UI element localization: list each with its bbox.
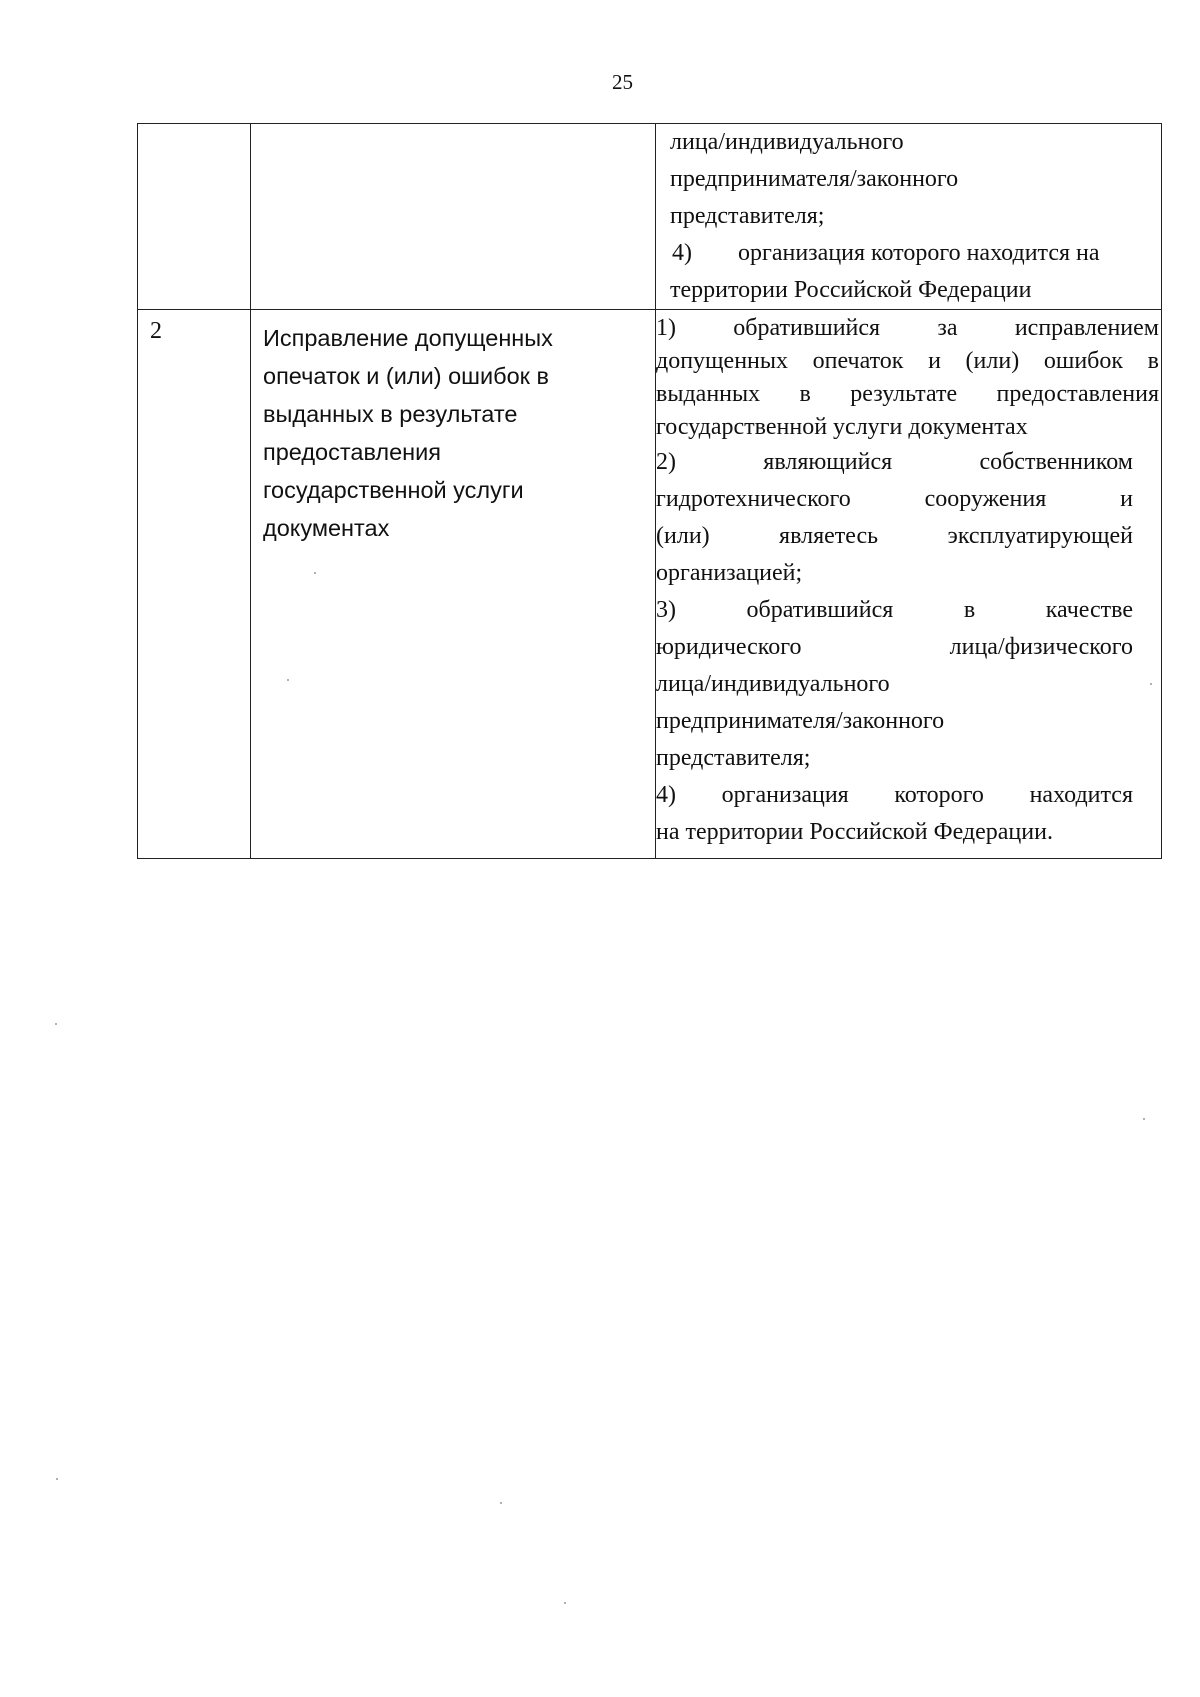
- scan-speck: [1143, 1118, 1145, 1120]
- scan-speck: [287, 679, 289, 681]
- criteria-line: 2) являющийся собственником: [656, 449, 1133, 475]
- criteria-line-item-4: [670, 235, 1147, 272]
- scan-speck: [1150, 683, 1152, 685]
- criteria-line: представителя;: [670, 203, 825, 229]
- criteria-line: лица/индивидуального: [670, 129, 904, 155]
- criteria-line: предпринимателя/законного: [656, 708, 945, 734]
- table-row: [138, 310, 1162, 859]
- row-number-cell: [138, 124, 251, 310]
- criteria-line: лица/индивидуального: [656, 671, 890, 697]
- criteria-line: государственной услуги документах: [656, 414, 1028, 440]
- criteria-line: представителя;: [656, 745, 811, 771]
- service-name-line: выданных в результате: [263, 401, 518, 427]
- criteria-line: организацией;: [656, 560, 803, 586]
- service-name-line: опечаток и (или) ошибок в: [263, 363, 549, 389]
- service-name-line: государственной услуги: [263, 477, 524, 503]
- scan-speck: [55, 1023, 57, 1025]
- item-number: 4): [672, 240, 692, 266]
- scan-speck: [500, 1502, 502, 1504]
- service-name-cell: [251, 124, 656, 310]
- scan-speck: [564, 1602, 566, 1604]
- applicant-criteria-cell: [656, 124, 1162, 310]
- criteria-line: гидротехнического сооружения и: [656, 486, 1133, 512]
- criteria-line: допущенных опечаток и (или) ошибок в: [656, 348, 1159, 374]
- scan-speck: [56, 1478, 58, 1480]
- criteria-line: предпринимателя/законного: [670, 166, 959, 192]
- row-number-cell: 2: [138, 310, 251, 859]
- criteria-line: выданных в результате предоставления: [656, 381, 1159, 407]
- criteria-line: 3) обратившийся в качестве: [656, 597, 1133, 623]
- criteria-line: юридического лица/физического: [656, 634, 1133, 660]
- service-name-line: документах: [263, 515, 390, 541]
- service-name-line: предоставления: [263, 439, 442, 465]
- document-table: [137, 123, 1162, 859]
- criteria-line: 4) организация которого находится: [656, 782, 1133, 808]
- criteria-line: (или) являетесь эксплуатирующей: [656, 523, 1133, 549]
- criteria-line: 1) обратившийся за исправлением: [656, 315, 1159, 341]
- table-row: [138, 124, 1162, 310]
- page-number: 25: [612, 70, 633, 94]
- scan-speck: [314, 572, 316, 574]
- criteria-text: организация которого находится на: [738, 240, 1100, 266]
- criteria-line: на территории Российской Федерации.: [656, 819, 1053, 845]
- service-name-cell: [251, 310, 656, 859]
- criteria-line: территории Российской Федерации: [670, 277, 1032, 303]
- service-name-line: Исправление допущенных: [263, 325, 553, 351]
- applicant-criteria-cell: [656, 310, 1162, 859]
